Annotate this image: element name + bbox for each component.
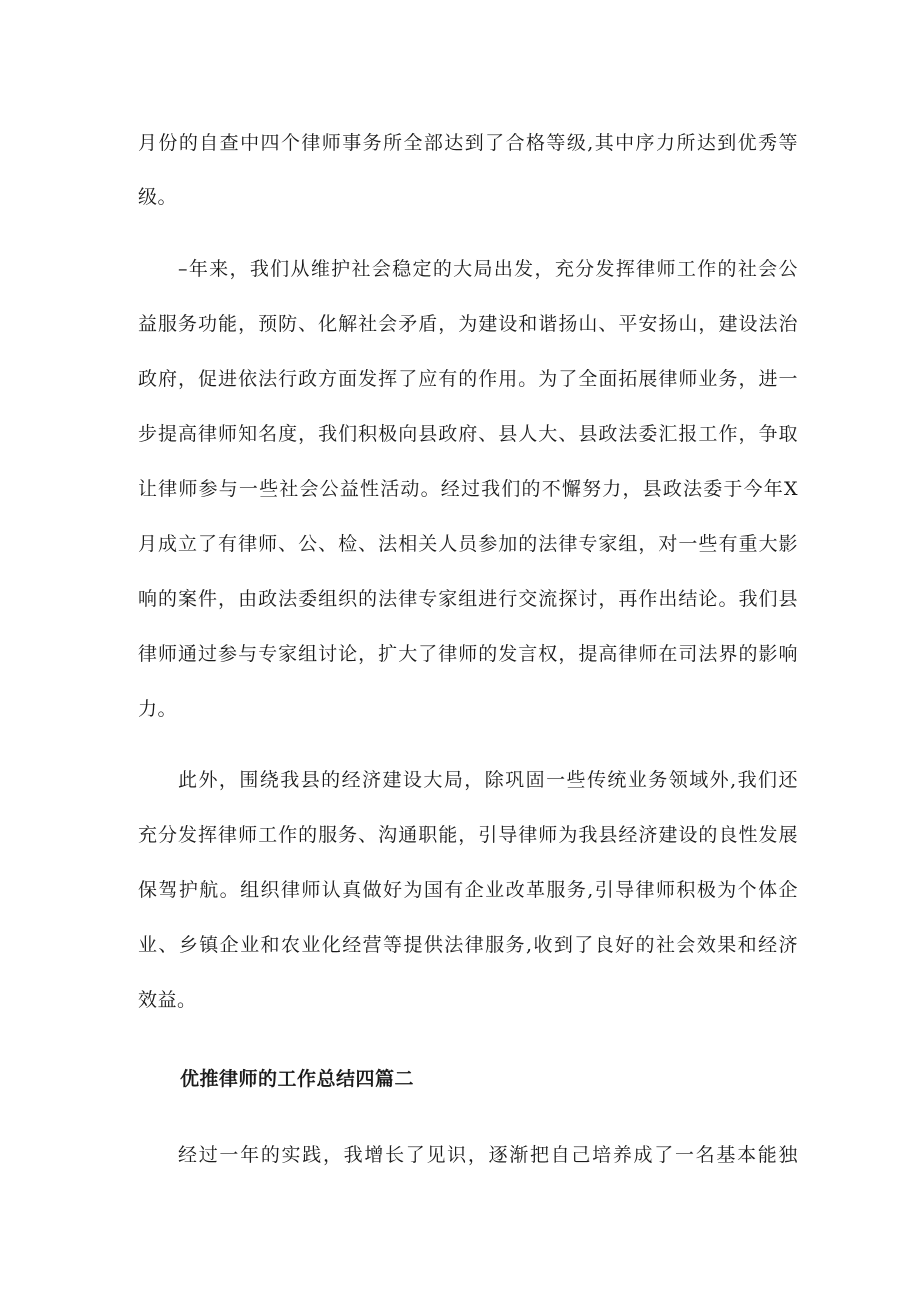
paragraph-2-line-8: 律师通过参与专家组讨论，扩大了律师的发言权，提高律师在司法界的影响: [138, 643, 798, 665]
paragraph-2-line-2: 益服务功能，预防、化解社会矛盾，为建设和谐扬山、平安扬山，建设法治: [138, 313, 798, 335]
paragraph-2-line-4: 步提高律师知名度，我们积极向县政府、县人大、县政法委汇报工作，争取: [138, 423, 798, 445]
paragraph-3-line-5: 效益。: [138, 989, 197, 1011]
paragraph-3-line-1: 此外，围绕我县的经济建设大局，除巩固一些传统业务领域外,我们还: [178, 769, 798, 791]
paragraph-2-line-7: 响的案件，由政法委组织的法律专家组进行交流探讨，再作出结论。我们县: [138, 588, 798, 610]
paragraph-1-line-2: 级。: [138, 186, 178, 208]
paragraph-3-line-3: 保驾护航。组织律师认真做好为国有企业改革服务,引导律师积极为个体企: [138, 879, 798, 901]
paragraph-1-line-1: 月份的自查中四个律师事务所全部达到了合格等级,其中序力所达到优秀等: [138, 132, 798, 154]
paragraph-4-line-1: 经过一年的实践，我增长了见识，逐渐把自己培养成了一名基本能独: [178, 1144, 798, 1166]
paragraph-2-line-9: 力。: [138, 698, 178, 720]
paragraph-2-line-3: 政府，促进依法行政方面发挥了应有的作用。为了全面拓展律师业务，进一: [138, 368, 798, 390]
paragraph-2-line-5: 让律师参与一些社会公益性活动。经过我们的不懈努力，县政法委于今年X: [138, 478, 798, 500]
paragraph-2-line-1: –年来，我们从维护社会稳定的大局出发，充分发挥律师工作的社会公: [178, 258, 798, 280]
paragraph-3-line-4: 业、乡镇企业和农业化经营等提供法律服务,收到了良好的社会效果和经济: [138, 934, 798, 956]
paragraph-2-line-6: 月成立了有律师、公、检、法相关人员参加的法律专家组，对一些有重大影: [138, 533, 798, 555]
paragraph-3-line-2: 充分发挥律师工作的服务、沟通职能，引导律师为我县经济建设的良性发展: [138, 824, 798, 846]
section-heading: 优推律师的工作总结四篇二: [180, 1068, 415, 1090]
